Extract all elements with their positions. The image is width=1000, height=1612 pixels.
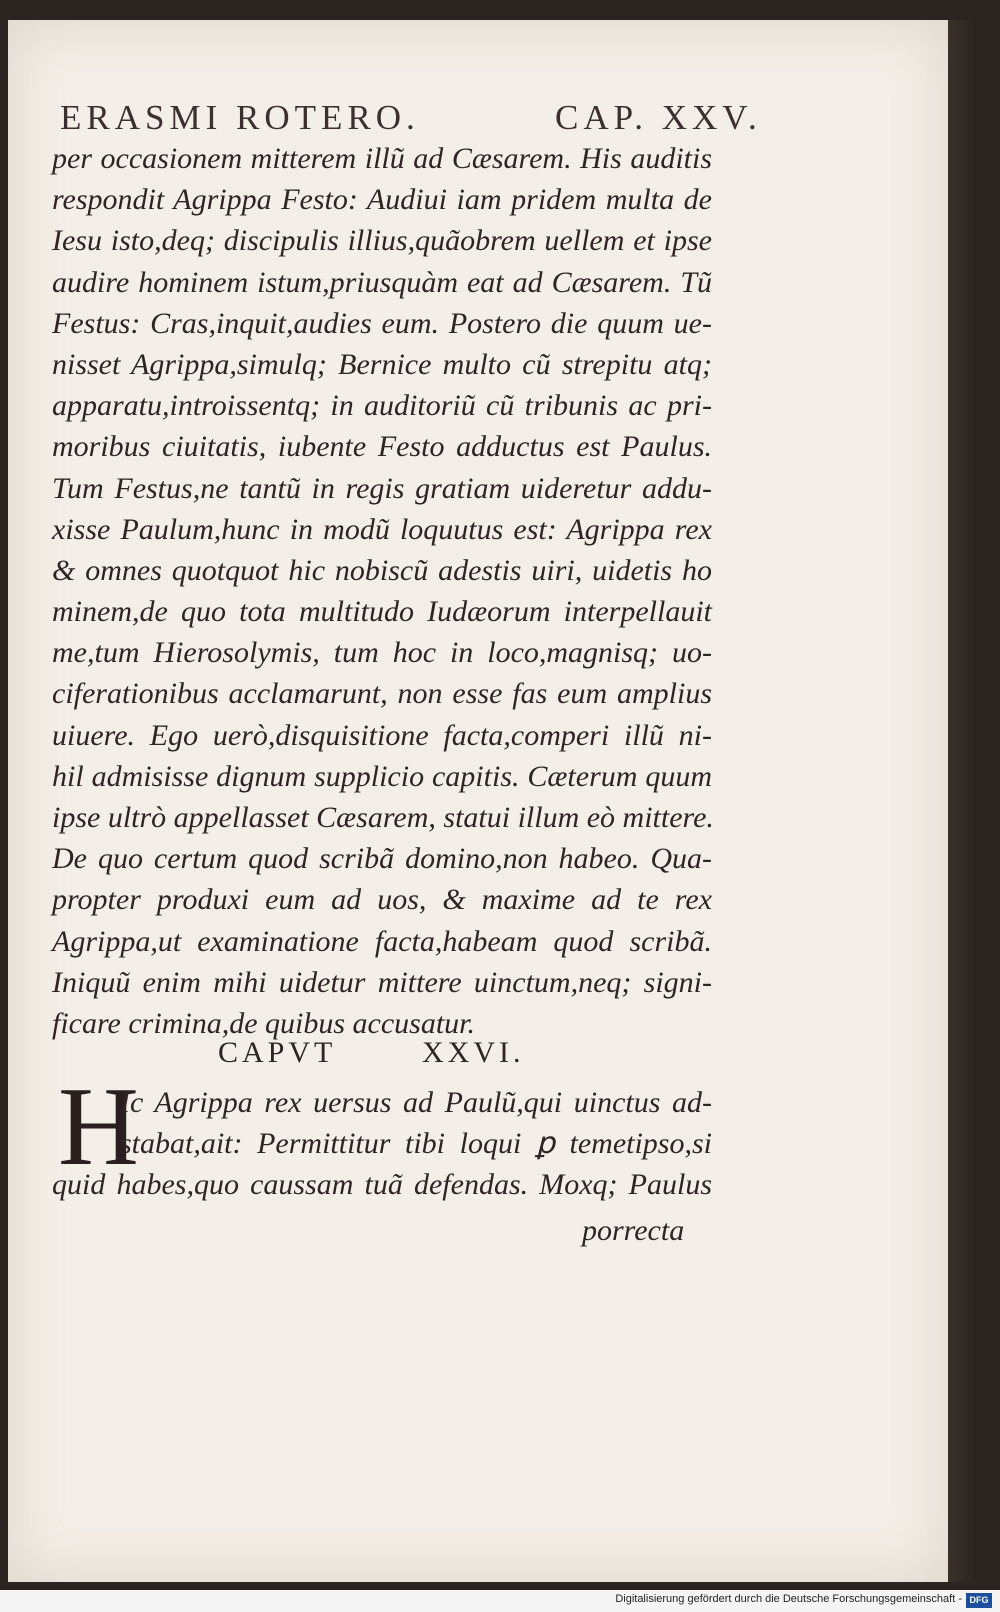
text-line: uiuere. Ego uerò,disquisitione facta,comperi illũ ni- <box>52 718 712 752</box>
chapter-opening-text <box>52 1065 712 1206</box>
text-line: stabat,ait: Permittitur tibi loqui ꝑ temetipso,si <box>120 1127 712 1161</box>
dfg-logo-icon: DFG <box>966 1593 992 1608</box>
page-edge <box>948 20 978 1582</box>
chapter-heading <box>218 1036 618 1070</box>
text-line: nisset Agrippa,simulq; Bernice multo cũ strepitu atq; <box>52 347 712 381</box>
text-line: per occasionem mitterem illũ ad Cæsarem. His auditis <box>52 142 712 175</box>
text-line: Iniquũ enim mihi uidetur mittere uinctum,neq; signi- <box>52 965 712 999</box>
text-line: Tum Festus,ne tantũ in regis gratiam uideretur addu- <box>52 471 712 505</box>
running-title: ERASMI ROTERO. <box>60 98 420 137</box>
text-line: moribus ciuitatis, iubente Festo adductus est Paulus. <box>52 430 712 464</box>
text-line: ipse ultrò appellasset Cæsarem, statui illum eò mittere. <box>52 801 714 834</box>
chapter-heading-word: CAPVT <box>218 1036 337 1069</box>
catchword: porrecta <box>582 1214 685 1247</box>
footer-bar <box>0 1590 1000 1612</box>
text-line: audire hominem istum,priusquàm eat ad Cæsarem. Tũ <box>52 265 712 299</box>
running-header <box>60 98 762 138</box>
text-line: respondit Agrippa Festo: Audiui iam pridem multa de <box>52 183 712 217</box>
chapter-label: CAP. XXV. <box>555 98 762 137</box>
body-text <box>52 138 712 1044</box>
text-line: Agrippa,ut examinatione facta,habeam quod scribã. <box>52 924 712 958</box>
text-line: Iesu isto,deq; discipulis illius,quãobrem uellem et ipse <box>52 224 712 258</box>
text-line: minem,de quo tota multitudo Iudæorum interpellauit <box>52 595 712 629</box>
text-line: ciferationibus acclamarunt, non esse fas eum amplius <box>52 677 712 711</box>
text-line: Ic Agrippa rex uersus ad Paulũ,qui uinctus ad- <box>120 1086 712 1119</box>
text-line: ficare crimina,de quibus accusatur. <box>52 1006 476 1040</box>
text-line: apparatu,introissentq; in auditoriũ cũ tribunis ac pri- <box>52 389 712 423</box>
text-line: quid habes,quo caussam tuã defendas. Moxq; Paulus <box>52 1168 712 1202</box>
text-line: hil admisisse dignum supplicio capitis. Cæterum quum <box>52 759 712 793</box>
text-line: Festus: Cras,inquit,audies eum. Postero die quum ue- <box>52 306 712 340</box>
funding-credit: Digitalisierung gefördert durch die Deutsche Forschungsgemeinschaft - <box>615 1593 962 1605</box>
text-line: xisse Paulum,hunc in modũ loquutus est: Agrippa rex <box>52 512 712 546</box>
text-line: propter produxi eum ad uos, & maxime ad te rex <box>52 883 712 917</box>
drop-cap-initial: H <box>58 1065 139 1189</box>
text-line: & omnes quotquot hic nobiscũ adestis uiri, uidetis ho <box>52 553 712 587</box>
text-line: me,tum Hierosolymis, tum hoc in loco,magnisq; uo- <box>52 636 712 670</box>
text-line: De quo certum quod scribã domino,non habeo. Qua- <box>52 842 712 876</box>
chapter-heading-number: XXVI. <box>422 1036 525 1069</box>
